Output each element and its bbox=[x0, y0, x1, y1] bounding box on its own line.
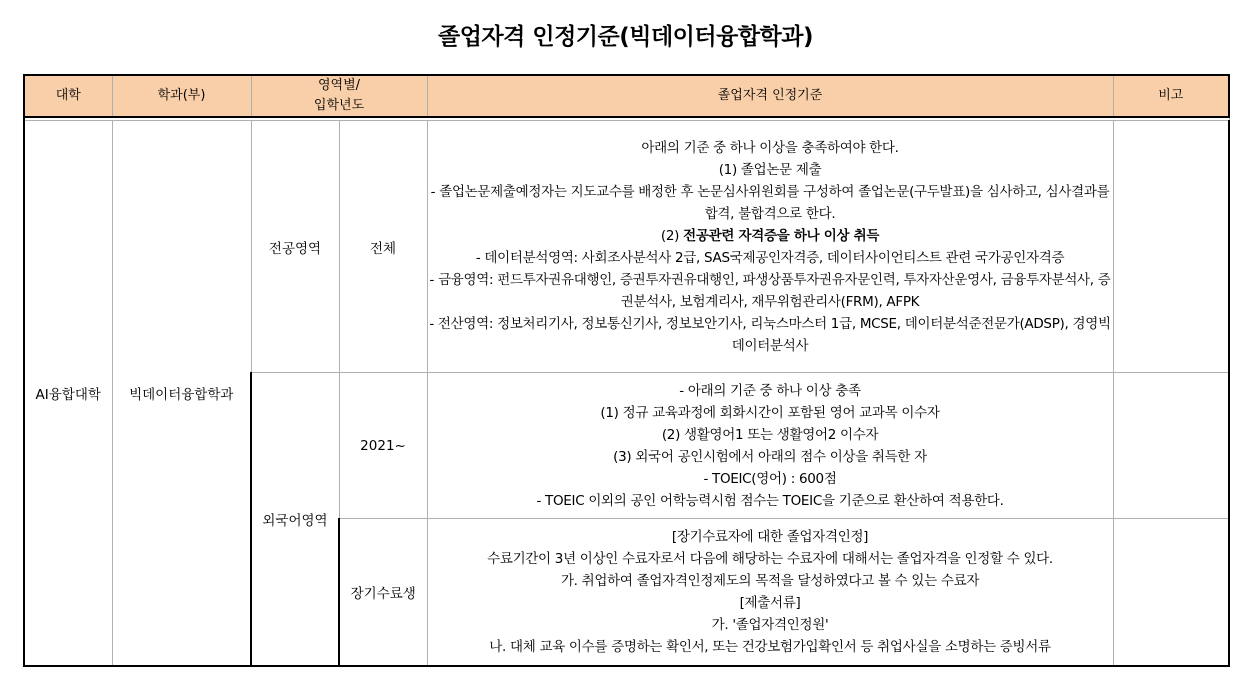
header-area-line1: 영역별/ bbox=[317, 78, 361, 93]
criteria-line: - 아래의 기준 중 하나 이상 충족 bbox=[679, 382, 861, 399]
major-criteria-cell bbox=[427, 121, 1113, 373]
foreign-2021-criteria-cell bbox=[427, 373, 1113, 519]
criteria-line-bold: 전공관련 자격증을 하나 이상 취득 bbox=[683, 227, 880, 244]
table-row bbox=[24, 121, 1229, 373]
foreign-long-criteria-cell bbox=[427, 519, 1113, 666]
criteria-line: 아래의 기준 중 하나 이상을 충족하여야 한다. bbox=[641, 139, 899, 156]
criteria-line bbox=[428, 225, 1113, 247]
criteria-line: - TOEIC(영어) : 600점 bbox=[703, 470, 837, 487]
header-criteria: 졸업자격 인정기준 bbox=[427, 75, 1113, 117]
header-area-line2: 입학년도 bbox=[313, 98, 365, 113]
major-year-cell: 전체 bbox=[339, 121, 427, 373]
foreign-year-2021-cell: 2021~ bbox=[339, 373, 427, 519]
criteria-line: - TOEIC 이외의 공인 어학능력시험 점수는 TOEIC을 기준으로 환산하여 적용한다. bbox=[536, 492, 1004, 509]
foreign-year-long-cell: 장기수료생 bbox=[339, 519, 427, 666]
header-row bbox=[24, 75, 1229, 117]
criteria-line: - 데이터분석영역: 사회조사분석사 2급, SAS국제공인자격증, 데이터사이언티스트 관련 국가공인자격증 bbox=[475, 249, 1065, 266]
criteria-line-prefix: (2) bbox=[660, 227, 684, 244]
criteria-line: [장기수료자에 대한 졸업자격인정] bbox=[671, 528, 869, 545]
remarks-cell bbox=[1113, 121, 1229, 373]
criteria-table bbox=[23, 74, 1230, 667]
foreign-area-cell: 외국어영역 bbox=[251, 373, 339, 666]
criteria-line: (1) 정규 교육과정에 회화시간이 포함된 영어 교과목 이수자 bbox=[600, 404, 940, 421]
page-title: 졸업자격 인정기준(빅데이터융합학과) bbox=[437, 24, 814, 50]
criteria-line: - 졸업논문제출예정자는 지도교수를 배정한 후 논문심사위원회를 구성하여 졸업논문(구두발표)을 심사하고, 심사결과를 합격, 불합격으로 한다. bbox=[430, 183, 1110, 222]
criteria-line: - 금융영역: 펀드투자권유대행인, 증권투자권유대행인, 파생상품투자권유자문인력, 투자자산운영사, 금융투자분석사, 증권분석사, 보험계리사, 재무위험관리사(FRM), AFPK bbox=[429, 271, 1111, 310]
department-cell: 빅데이터융합학과 bbox=[112, 121, 251, 666]
header-college: 대학 bbox=[24, 75, 112, 117]
criteria-line: 나. 대체 교육 이수를 증명하는 확인서, 또는 건강보험가입확인서 등 취업사실을 소명하는 증빙서류 bbox=[489, 638, 1051, 655]
criteria-line: (2) 생활영어1 또는 생활영어2 이수자 bbox=[661, 426, 879, 443]
header-department: 학과(부) bbox=[112, 75, 251, 117]
remarks-cell bbox=[1113, 373, 1229, 519]
college-cell: AI융합대학 bbox=[24, 121, 112, 666]
header-remarks: 비고 bbox=[1113, 75, 1229, 117]
criteria-line: 가. '졸업자격인정원' bbox=[711, 616, 829, 633]
criteria-line: (3) 외국어 공인시험에서 아래의 점수 이상을 취득한 자 bbox=[613, 448, 927, 465]
major-area-cell: 전공영역 bbox=[251, 121, 339, 373]
criteria-line: - 전산영역: 정보처리기사, 정보통신기사, 정보보안기사, 리눅스마스터 1급, MCSE, 데이터분석준전문가(ADSP), 경영빅데이터분석사 bbox=[429, 315, 1111, 354]
remarks-cell bbox=[1113, 519, 1229, 666]
criteria-line: [제출서류] bbox=[739, 594, 801, 611]
criteria-line: 수료기간이 3년 이상인 수료자로서 다음에 해당하는 수료자에 대해서는 졸업자격을 인정할 수 있다. bbox=[487, 550, 1053, 567]
header-area-year bbox=[251, 75, 427, 117]
criteria-line: (1) 졸업논문 제출 bbox=[718, 161, 822, 178]
criteria-line: 가. 취업하여 졸업자격인정제도의 목적을 달성하였다고 볼 수 있는 수료자 bbox=[560, 572, 980, 589]
